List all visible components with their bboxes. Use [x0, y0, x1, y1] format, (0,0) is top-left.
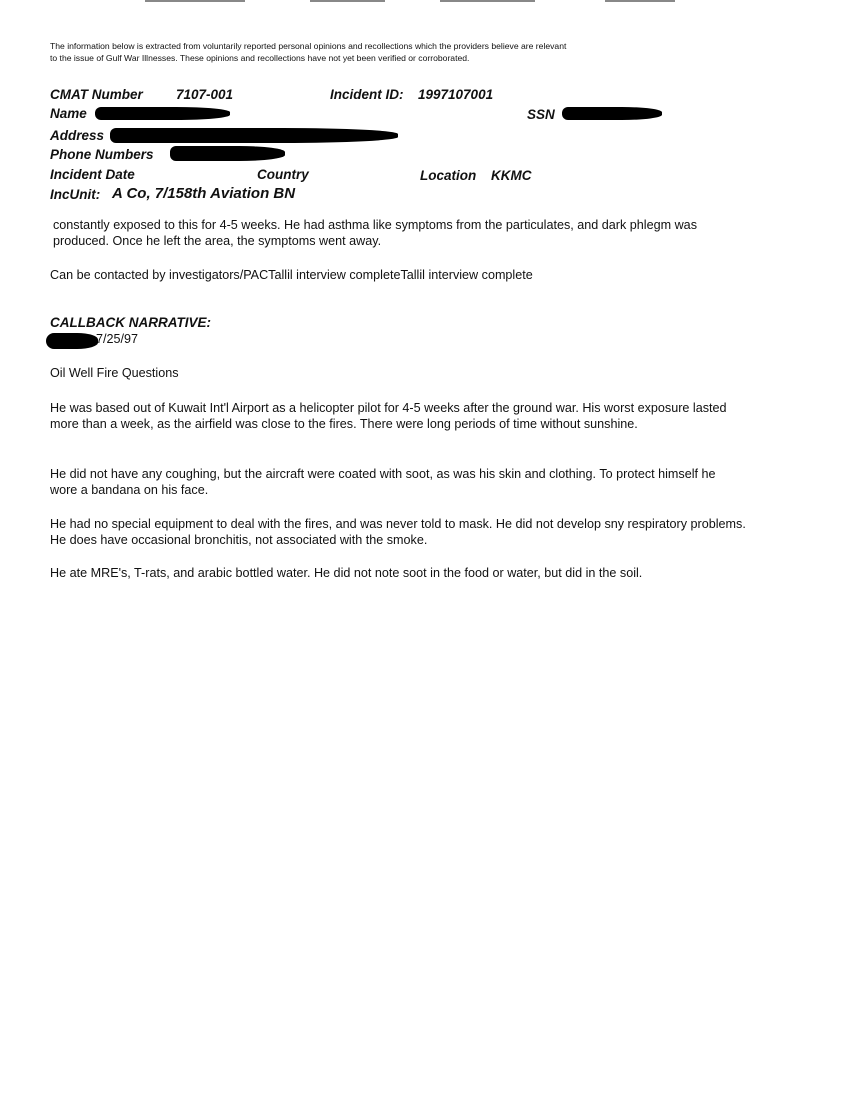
country-label: Country — [257, 167, 309, 182]
callback-date: 7/25/97 — [96, 332, 139, 346]
disclaimer: The information below is extracted from voluntarily reported personal opinions and recollections which the providers believe are relevant to the issue of Gulf War Illnesses. These opinions and recollections have not yet been verified or corroborated. — [50, 41, 567, 63]
incunit-value: A Co, 7/158th Aviation BN — [112, 185, 296, 202]
cmat-label: CMAT Number — [50, 87, 143, 102]
cmat-value: 7107-001 — [176, 87, 234, 102]
scan-rule — [145, 0, 245, 2]
paragraph: He ate MRE's, T-rats, and arabic bottled water. He did not note soot in the food or water, but did in the soil. — [50, 566, 643, 580]
redaction — [562, 107, 662, 120]
incident-id-value: 1997107001 — [418, 87, 494, 102]
paragraph: He did not have any coughing, but the aircraft were coated with soot, as was his skin and clothing. To protect himself he wore a bandana on his face. — [50, 467, 716, 497]
location-value: KKMC — [491, 168, 532, 183]
phone-label: Phone Numbers — [50, 147, 154, 162]
location-label: Location — [420, 168, 477, 183]
redaction — [95, 107, 230, 120]
redaction — [46, 333, 98, 349]
paragraph: Oil Well Fire Questions — [50, 366, 179, 380]
redaction — [110, 128, 398, 143]
callback-title: CALLBACK NARRATIVE: — [50, 315, 211, 330]
incident-date-label: Incident Date — [50, 167, 135, 182]
paragraph: He was based out of Kuwait Int'l Airport as a helicopter pilot for 4-5 weeks after the ground war. His worst exposure lasted more than a week, as the airfield was close to the fires. There were long periods of time without sunshine. — [50, 401, 727, 431]
paragraph: Can be contacted by investigators/PACTallil interview completeTallil interview complete — [50, 268, 533, 282]
name-label: Name — [50, 106, 87, 121]
scan-rule — [605, 0, 675, 2]
paragraph: constantly exposed to this for 4-5 weeks. He had asthma like symptoms from the particulates, and dark phlegm was produced. Once he left the area, the symptoms went away. — [53, 218, 697, 248]
ssn-label: SSN — [527, 107, 555, 122]
incunit-label: IncUnit: — [50, 187, 101, 202]
incident-id-label: Incident ID: — [330, 87, 404, 102]
scan-rule — [440, 0, 535, 2]
paragraph: He had no special equipment to deal with the fires, and was never told to mask. He did not develop sny respiratory problems. He does have occasional bronchitis, not associated with the smoke. — [50, 517, 746, 547]
redaction — [170, 146, 285, 161]
address-label: Address — [50, 128, 105, 143]
scan-rule — [310, 0, 385, 2]
